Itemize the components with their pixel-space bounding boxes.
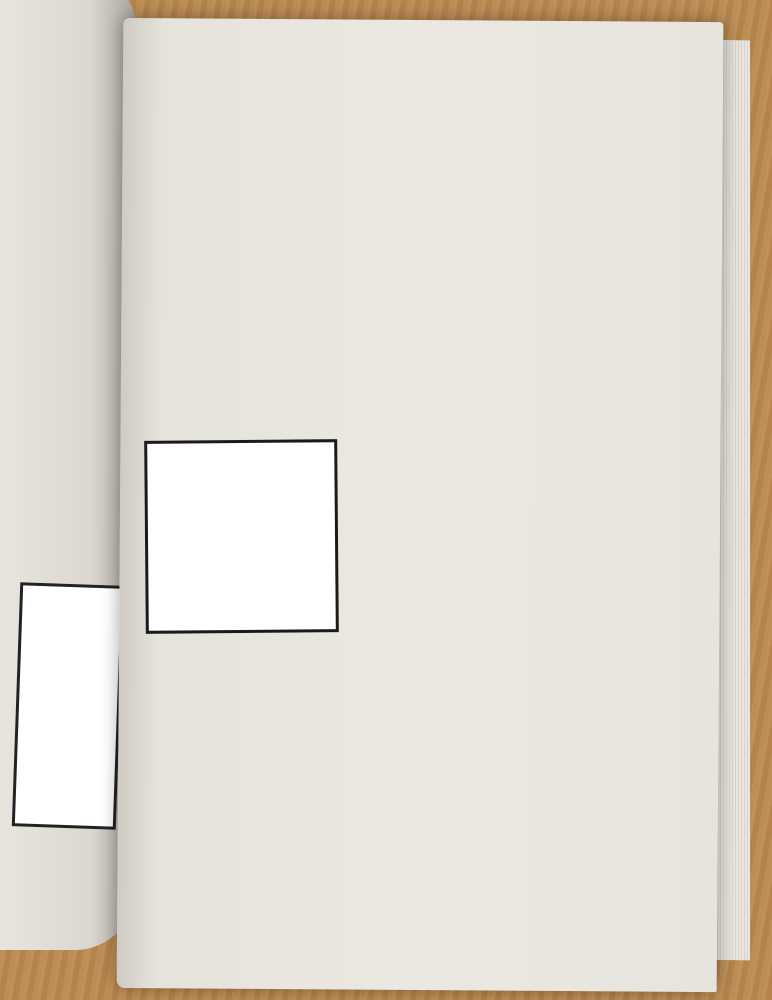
column-right	[357, 97, 627, 164]
diagram-153	[144, 439, 339, 634]
column-left	[142, 95, 374, 392]
diagram-152	[12, 582, 124, 829]
left-page	[0, 0, 135, 950]
